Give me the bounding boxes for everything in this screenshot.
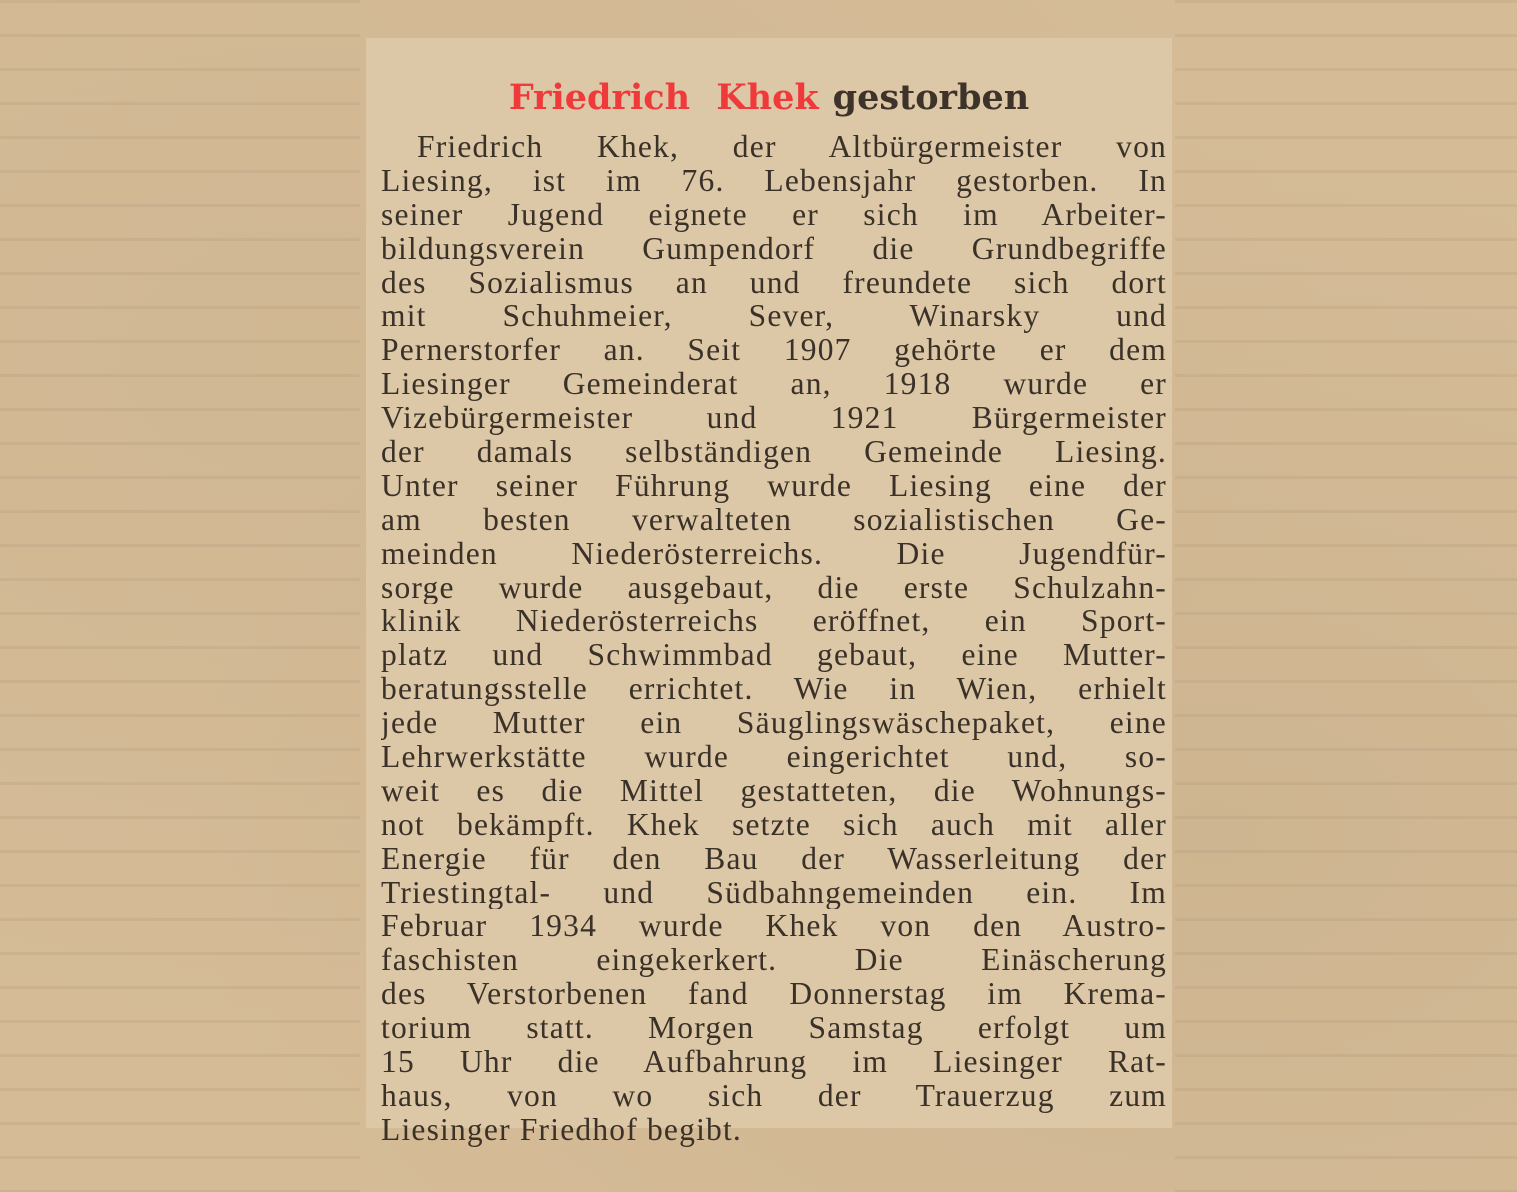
article-line: beratungsstelle errichtet. Wie in Wien, erhielt <box>381 672 1167 707</box>
article-line: der damals selbständigen Gemeinde Liesing. <box>381 435 1167 469</box>
newspaper-clipping <box>366 38 1172 1147</box>
article-line: jede Mutter ein Säuglingswäschepaket, eine <box>381 706 1167 741</box>
article-line: faschisten eingekerkert. Die Einäscherung <box>381 943 1167 978</box>
headline <box>366 78 1172 118</box>
article-line: Triestingtal- und Südbahngemeinden ein. Im <box>381 875 1167 910</box>
article-line: bildungsverein Gumpendorf die Grundbegriffe <box>381 231 1167 266</box>
article-line: Energie für den Bau der Wasserleitung der <box>381 841 1167 876</box>
article-line: Friedrich Khek, der Altbürgermeister von <box>417 130 1167 164</box>
headline-name: Friedrich Khek <box>508 77 819 118</box>
article-body <box>381 130 1167 1147</box>
headline-verb: gestorben <box>832 77 1030 118</box>
article-line: klinik Niederösterreichs eröffnet, ein Sport- <box>381 604 1167 639</box>
article-line: Lehrwerkstätte wurde eingerichtet und, so- <box>381 740 1167 774</box>
article-line: platz und Schwimmbad gebaut, eine Mutter- <box>381 638 1167 673</box>
faded-right-column <box>1175 0 1517 1192</box>
article-line: mit Schuhmeier, Sever, Winarsky und <box>381 299 1167 334</box>
article-line: Februar 1934 wurde Khek von den Austro- <box>381 909 1167 944</box>
article-line: am besten verwalteten sozialistischen Ge- <box>381 502 1167 537</box>
article-line: 15 Uhr die Aufbahrung im Liesinger Rat- <box>381 1045 1167 1079</box>
article-line: haus, von wo sich der Trauerzug zum <box>381 1078 1167 1113</box>
article-line: weit es die Mittel gestatteten, die Wohnungs- <box>381 773 1167 808</box>
article-line: Pernerstorfer an. Seit 1907 gehörte er dem <box>381 333 1167 368</box>
article-line: seiner Jugend eignete er sich im Arbeiter- <box>381 197 1167 232</box>
article-line: Unter seiner Führung wurde Liesing eine der <box>381 468 1167 503</box>
article-line: Vizebürgermeister und 1921 Bürgermeister <box>381 401 1167 436</box>
article-line: des Verstorbenen fand Donnerstag im Krema- <box>381 977 1167 1012</box>
faded-left-column <box>0 0 360 1192</box>
article-line: meinden Niederösterreichs. Die Jugendfür- <box>381 536 1167 571</box>
article-line: Liesing, ist im 76. Lebensjahr gestorben. In <box>381 163 1167 198</box>
article-line: not bekämpft. Khek setzte sich auch mit aller <box>381 807 1167 842</box>
article-line: des Sozialismus an und freundete sich dort <box>381 265 1167 300</box>
article-line: Liesinger Gemeinderat an, 1918 wurde er <box>381 367 1167 402</box>
article-line: sorge wurde ausgebaut, die erste Schulzahn- <box>381 570 1167 605</box>
article-line: torium statt. Morgen Samstag erfolgt um <box>381 1011 1167 1046</box>
article-line: Liesinger Friedhof begibt. <box>381 1112 742 1147</box>
